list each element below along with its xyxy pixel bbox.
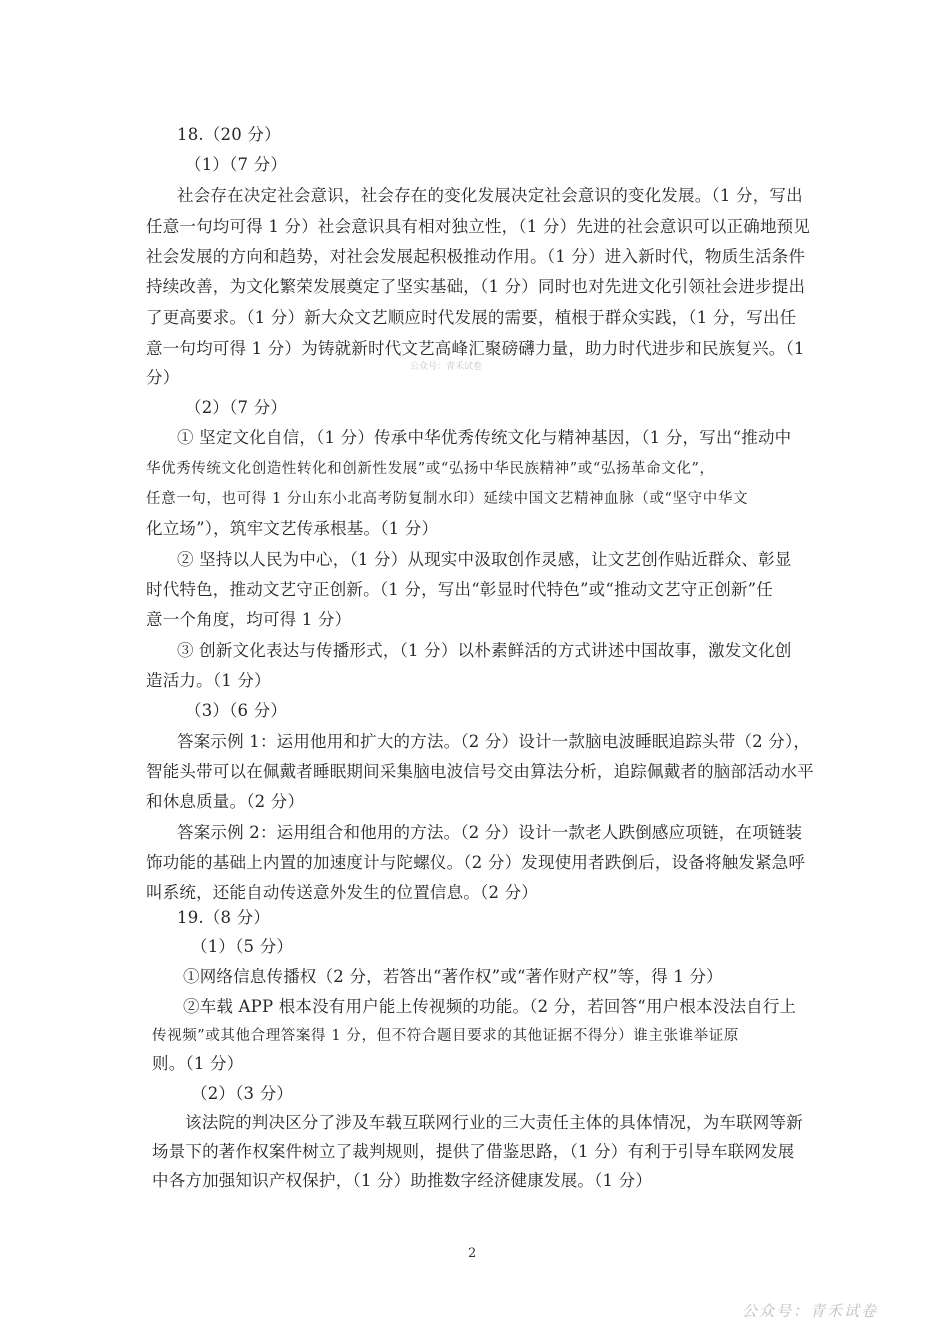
q18-part2-heading: （2）（7 分） (185, 398, 288, 417)
text-line: ①网络信息传播权（2 分，若答出“著作权”或“著作财产权”等，得 1 分） (183, 967, 723, 986)
text-line: ② 坚持以人民为中心，（1 分）从现实中汲取创作灵感，让文艺创作贴近群众、彰显 (177, 550, 792, 569)
text-line: 社会发展的方向和趋势，对社会发展起积极推动作用。（1 分）进入新时代，物质生活条件 (146, 247, 806, 266)
text-line: 场景下的著作权案件树立了裁判规则，提供了借鉴思路，（1 分）有利于引导车联网发展 (152, 1142, 795, 1161)
q19-part1-heading: （1）（5 分） (191, 937, 294, 956)
text-line: 意一句均可得 1 分）为铸就新时代文艺高峰汇聚磅礴力量，助力时代进步和民族复兴。（1 (146, 339, 805, 358)
text-line: ②车载 APP 根本没有用户能上传视频的功能。（2 分，若回答“用户根本没法自行上 (183, 997, 797, 1016)
text-line: 社会存在决定社会意识，社会存在的变化发展决定社会意识的变化发展。（1 分，写出 (177, 186, 803, 205)
q18-part1-heading: （1）（7 分） (185, 155, 288, 174)
text-line: 任意一句，也可得 1 分山东小北高考防复制水印）延续中国文艺精神血脉（或“坚守中华文 (146, 491, 749, 507)
q18-part3-heading: （3）（6 分） (185, 701, 288, 720)
page-number: 2 (468, 1246, 477, 1261)
text-line: 造活力。（1 分） (146, 671, 271, 690)
text-line: 任意一句均可得 1 分）社会意识具有相对独立性，（1 分）先进的社会意识可以正确地预见 (146, 217, 811, 236)
text-line: 分） (146, 368, 180, 387)
text-line: ① 坚定文化自信，（1 分）传承中华优秀传统文化与精神基因，（1 分，写出“推动中 (177, 428, 792, 447)
text-line: 传视频”或其他合理答案得 1 分，但不符合题目要求的其他证据不得分）谁主张谁举证原 (152, 1028, 739, 1044)
text-line: 答案示例 2：运用组合和他用的方法。（2 分）设计一款老人跌倒感应项链，在项链装 (177, 823, 803, 842)
q18-heading: 18.（20 分） (177, 125, 281, 144)
text-line: 叫系统，还能自动传送意外发生的位置信息。（2 分） (146, 883, 538, 902)
text-line: 了更高要求。（1 分）新大众文艺顺应时代发展的需要，植根于群众实践，（1 分，写出任 (146, 308, 797, 327)
text-line: 则。（1 分） (152, 1054, 244, 1073)
text-line: 时代特色，推动文艺守正创新。（1 分，写出“彰显时代特色”或“推动文艺守正创新”任 (146, 580, 773, 599)
q19-heading: 19.（8 分） (177, 908, 271, 927)
q19-part2-heading: （2）（3 分） (191, 1084, 294, 1103)
text-line: 该法院的判决区分了涉及车载互联网行业的三大责任主体的具体情况，为车联网等新 (185, 1113, 803, 1132)
text-line: ③ 创新文化表达与传播形式，（1 分）以朴素鲜活的方式讲述中国故事，激发文化创 (177, 641, 792, 660)
watermark-text: 公众号：青禾试卷 (410, 362, 483, 372)
text-line: 和休息质量。（2 分） (146, 792, 305, 811)
text-line: 持续改善，为文化繁荣发展奠定了坚实基础，（1 分）同时也对先进文化引领社会进步提出 (146, 277, 806, 296)
text-line: 意一个角度，均可得 1 分） (146, 610, 352, 629)
text-line: 华优秀传统文化创造性转化和创新性发展”或“弘扬中华民族精神”或“弘扬革命文化”， (146, 461, 715, 477)
text-line: 答案示例 1：运用他用和扩大的方法。（2 分）设计一款脑电波睡眠追踪头带（2 分）， (177, 732, 811, 751)
text-line: 饰功能的基础上内置的加速度计与陀螺仪。（2 分）发现使用者跌倒后，设备将触发紧急呼 (146, 853, 806, 872)
footer-watermark: 公众号：青禾试卷 (742, 1302, 879, 1320)
text-line: 智能头带可以在佩戴者睡眠期间采集脑电波信号交由算法分析，追踪佩戴者的脑部活动水平 (146, 762, 814, 781)
text-line: 中各方加强知识产权保护，（1 分）助推数字经济健康发展。（1 分） (152, 1171, 653, 1190)
text-line: 化立场”），筑牢文艺传承根基。（1 分） (146, 519, 439, 538)
